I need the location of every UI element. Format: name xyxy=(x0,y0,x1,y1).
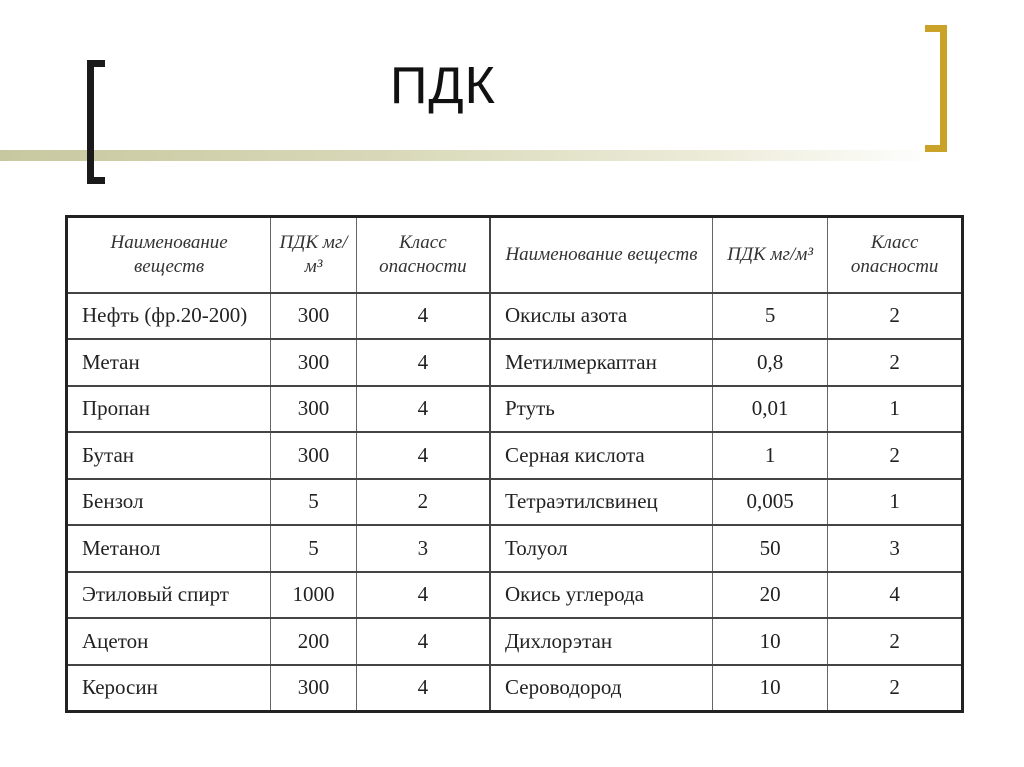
table-row xyxy=(67,479,963,526)
pdk-value-cell: 300 xyxy=(271,665,357,712)
substance-name-cell-right: Тетраэтилсвинец xyxy=(490,479,712,526)
right-bracket-decoration xyxy=(925,25,947,152)
pdk-value-cell-right: 50 xyxy=(712,525,827,572)
pdk-value-cell: 5 xyxy=(271,525,357,572)
substance-name-cell-right: Дихлорэтан xyxy=(490,618,712,665)
pdk-table xyxy=(65,215,964,713)
hazard-class-cell-right: 1 xyxy=(828,386,963,433)
left-bracket-decoration xyxy=(87,60,105,184)
title-underline-bar xyxy=(0,150,940,161)
pdk-value-cell-right: 0,005 xyxy=(712,479,827,526)
hazard-class-cell: 3 xyxy=(356,525,490,572)
table-row xyxy=(67,572,963,619)
header-hazard-class: Класс опасности xyxy=(356,217,490,293)
table-row xyxy=(67,665,963,712)
header-pdk-right: ПДК мг/м³ xyxy=(712,217,827,293)
substance-name-cell-right: Толуол xyxy=(490,525,712,572)
hazard-class-cell-right: 2 xyxy=(828,293,963,340)
hazard-class-cell: 4 xyxy=(356,432,490,479)
substance-name-cell-right: Сероводород xyxy=(490,665,712,712)
pdk-value-cell-right: 1 xyxy=(712,432,827,479)
table-row xyxy=(67,339,963,386)
pdk-value-cell: 5 xyxy=(271,479,357,526)
table-row xyxy=(67,293,963,340)
pdk-value-cell: 1000 xyxy=(271,572,357,619)
hazard-class-cell: 4 xyxy=(356,293,490,340)
pdk-value-cell-right: 10 xyxy=(712,618,827,665)
substance-name-cell: Нефть (фр.20-200) xyxy=(67,293,271,340)
pdk-value-cell-right: 0,01 xyxy=(712,386,827,433)
substance-name-cell-right: Окислы азота xyxy=(490,293,712,340)
substance-name-cell: Пропан xyxy=(67,386,271,433)
substance-name-cell: Метан xyxy=(67,339,271,386)
table-row xyxy=(67,618,963,665)
substance-name-cell-right: Серная кислота xyxy=(490,432,712,479)
pdk-value-cell: 300 xyxy=(271,339,357,386)
substance-name-cell: Ацетон xyxy=(67,618,271,665)
substance-name-cell: Керосин xyxy=(67,665,271,712)
pdk-value-cell-right: 10 xyxy=(712,665,827,712)
pdk-value-cell-right: 20 xyxy=(712,572,827,619)
hazard-class-cell-right: 2 xyxy=(828,432,963,479)
pdk-value-cell: 300 xyxy=(271,386,357,433)
pdk-value-cell: 300 xyxy=(271,432,357,479)
header-substance-name-right: Наименование веществ xyxy=(490,217,712,293)
substance-name-cell: Метанол xyxy=(67,525,271,572)
substance-name-cell: Бензол xyxy=(67,479,271,526)
pdk-value-cell-right: 0,8 xyxy=(712,339,827,386)
pdk-value-cell: 200 xyxy=(271,618,357,665)
hazard-class-cell-right: 1 xyxy=(828,479,963,526)
hazard-class-cell: 4 xyxy=(356,339,490,386)
substance-name-cell-right: Метилмеркаптан xyxy=(490,339,712,386)
pdk-value-cell: 300 xyxy=(271,293,357,340)
substance-name-cell-right: Окись углерода xyxy=(490,572,712,619)
hazard-class-cell-right: 2 xyxy=(828,665,963,712)
hazard-class-cell: 2 xyxy=(356,479,490,526)
hazard-class-cell-right: 2 xyxy=(828,339,963,386)
hazard-class-cell-right: 4 xyxy=(828,572,963,619)
hazard-class-cell-right: 2 xyxy=(828,618,963,665)
hazard-class-cell: 4 xyxy=(356,386,490,433)
table-row xyxy=(67,525,963,572)
page-title: ПДК xyxy=(390,57,496,115)
substance-name-cell-right: Ртуть xyxy=(490,386,712,433)
header-substance-name: Наименование веществ xyxy=(67,217,271,293)
header-pdk: ПДК мг/м³ xyxy=(271,217,357,293)
table-row xyxy=(67,386,963,433)
hazard-class-cell: 4 xyxy=(356,618,490,665)
hazard-class-cell: 4 xyxy=(356,665,490,712)
pdk-value-cell-right: 5 xyxy=(712,293,827,340)
hazard-class-cell-right: 3 xyxy=(828,525,963,572)
table-row xyxy=(67,432,963,479)
header-hazard-class-right: Класс опасности xyxy=(828,217,963,293)
substance-name-cell: Этиловый спирт xyxy=(67,572,271,619)
table-header-row xyxy=(67,217,963,293)
hazard-class-cell: 4 xyxy=(356,572,490,619)
substance-name-cell: Бутан xyxy=(67,432,271,479)
